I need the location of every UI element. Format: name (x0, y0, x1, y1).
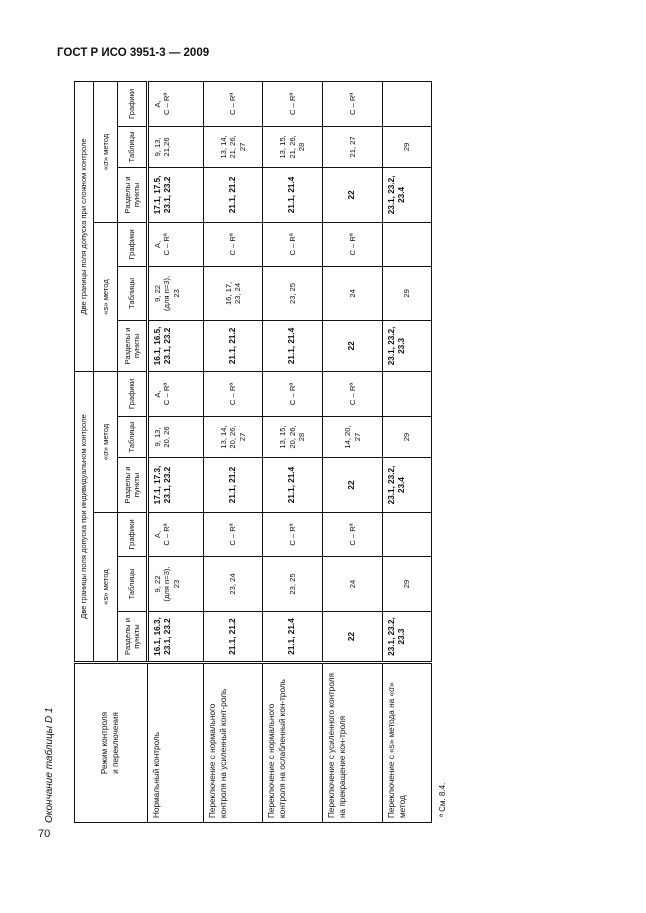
sections-cell: 22 (323, 320, 383, 371)
sections-cell: 23.1, 23.2, 23.4 (383, 458, 432, 513)
tables-cell: 16, 17, 23, 24 (204, 266, 263, 320)
header-method-s-complex: «s» метод (94, 222, 118, 371)
tables-cell: 13, 15, 20, 26, 28 (263, 417, 323, 458)
graphs-cell: C – Rª (323, 81, 383, 126)
graphs-cell (383, 222, 432, 266)
graphs-cell: A, C – Rª (148, 222, 204, 266)
tables-cell: 29 (383, 266, 432, 320)
graphs-cell: C – Rª (204, 222, 263, 266)
mode-cell: Переключение с нормального контроля на усиленный конт-роль (204, 663, 263, 823)
table-d1 (74, 81, 432, 823)
sections-cell: 22 (323, 167, 383, 222)
header-method-sigma-individual: «σ» метод (94, 371, 118, 512)
header-method-sigma-complex: «σ» метод (94, 81, 118, 222)
tables-cell: 13, 14, 21, 26, 27 (204, 126, 263, 167)
sections-cell: 21.1, 21.4 (263, 167, 323, 222)
tables-cell: 24 (323, 266, 383, 320)
header-group-complex: Две границы поля допуска при сложном контроле (75, 81, 94, 371)
header-method-s-individual: «s» метод (94, 513, 118, 663)
graphs-cell: C – Rª (263, 81, 323, 126)
sections-cell: 23.1, 23.2, 23.3 (383, 612, 432, 663)
mode-cell: Переключение с усиленного контроля на прекращение кон-троля (323, 663, 383, 823)
header-sections: Разделы и пункты (118, 167, 148, 222)
header-tables: Таблицы (118, 126, 148, 167)
sections-cell: 21.1, 21.2 (204, 320, 263, 371)
graphs-cell (383, 81, 432, 126)
graphs-cell: C – Rª (323, 513, 383, 557)
tables-cell: 29 (383, 557, 432, 612)
header-mode: Режим контроля и переключения (75, 663, 148, 823)
graphs-cell: C – Rª (263, 371, 323, 416)
tables-cell: 24 (323, 557, 383, 612)
header-row-groups (75, 81, 94, 822)
sections-cell: 16.1, 16.5, 23.1, 23.2 (148, 320, 204, 371)
tables-cell: 29 (383, 417, 432, 458)
tables-cell: 23, 25 (263, 557, 323, 612)
footnote: ª См. 8.4. (438, 782, 447, 817)
tables-cell: 13, 15, 21, 26, 28 (263, 126, 323, 167)
header-sections: Разделы и пункты (118, 458, 148, 513)
header-sections: Разделы и пункты (118, 320, 148, 371)
graphs-cell: C – Rª (204, 371, 263, 416)
header-sections: Разделы и пункты (118, 612, 148, 663)
tables-cell: 9, 22 (для n=3), 23 (148, 266, 204, 320)
sections-cell: 21.1, 21.4 (263, 320, 323, 371)
header-group-individual: Две границы поля допуска при индивидуальном контроле (75, 371, 94, 662)
table-row (383, 81, 432, 822)
sections-cell: 21.1, 21.2 (204, 458, 263, 513)
table-row (204, 81, 263, 822)
graphs-cell: A, C – Rª (148, 81, 204, 126)
sections-cell: 16.1, 16.3, 23.1, 23.2 (148, 612, 204, 663)
graphs-cell: C – Rª (204, 513, 263, 557)
tables-cell: 21, 27 (323, 126, 383, 167)
graphs-cell: C – Rª (323, 222, 383, 266)
header-tables: Таблицы (118, 266, 148, 320)
header-tables: Таблицы (118, 557, 148, 612)
table-caption: Окончание таблицы D 1 (44, 707, 55, 823)
tables-cell: 9, 13, 20, 26 (148, 417, 204, 458)
table-row (148, 81, 204, 822)
sections-cell: 21.1, 21.4 (263, 612, 323, 663)
graphs-cell (383, 513, 432, 557)
header-graphs: Графики (118, 371, 148, 416)
tables-cell: 23, 24 (204, 557, 263, 612)
graphs-cell: A, C – Rª (148, 513, 204, 557)
sections-cell: 17.1, 17.5, 23.1, 23.2 (148, 167, 204, 222)
header-graphs: Графики (118, 81, 148, 126)
sections-cell: 21.1, 21.2 (204, 612, 263, 663)
tables-cell: 9, 13, 21,26 (148, 126, 204, 167)
mode-cell: Переключение с нормального контроля на ослабленный кон-троль (263, 663, 323, 823)
document-header: ГОСТ Р ИСО 3951-3 — 2009 (57, 47, 210, 59)
tables-cell: 13, 14, 20, 26, 27 (204, 417, 263, 458)
header-tables: Таблицы (118, 417, 148, 458)
sections-cell: 23.1, 23.2, 23.4 (383, 167, 432, 222)
sections-cell: 17.1, 17.3, 23.1, 23.2 (148, 458, 204, 513)
header-graphs: Графики (118, 222, 148, 266)
sections-cell: 22 (323, 458, 383, 513)
tables-cell: 23, 25 (263, 266, 323, 320)
sections-cell: 21.1, 21.2 (204, 167, 263, 222)
sections-cell: 21.1, 21.4 (263, 458, 323, 513)
graphs-cell: C – Rª (323, 371, 383, 416)
rotated-table-container (44, 82, 453, 823)
graphs-cell: C – Rª (204, 81, 263, 126)
table-row (263, 81, 323, 822)
tables-cell: 9, 22 (для n=3), 23 (148, 557, 204, 612)
header-graphs: Графики (118, 513, 148, 557)
tables-cell: 14, 20, 27 (323, 417, 383, 458)
graphs-cell: C – Rª (263, 222, 323, 266)
sections-cell: 22 (323, 612, 383, 663)
graphs-cell: A, C – Rª (148, 371, 204, 416)
sections-cell: 23.1, 23.2, 23.3 (383, 320, 432, 371)
table-row (323, 81, 383, 822)
graphs-cell: C – Rª (263, 513, 323, 557)
mode-cell: Переключение с «s» метода на «σ» метод (383, 663, 432, 823)
graphs-cell (383, 371, 432, 416)
tables-cell: 29 (383, 126, 432, 167)
page-number: 70 (38, 828, 51, 840)
mode-cell: Нормальный контроль (148, 663, 204, 823)
footnote-row (432, 82, 454, 823)
